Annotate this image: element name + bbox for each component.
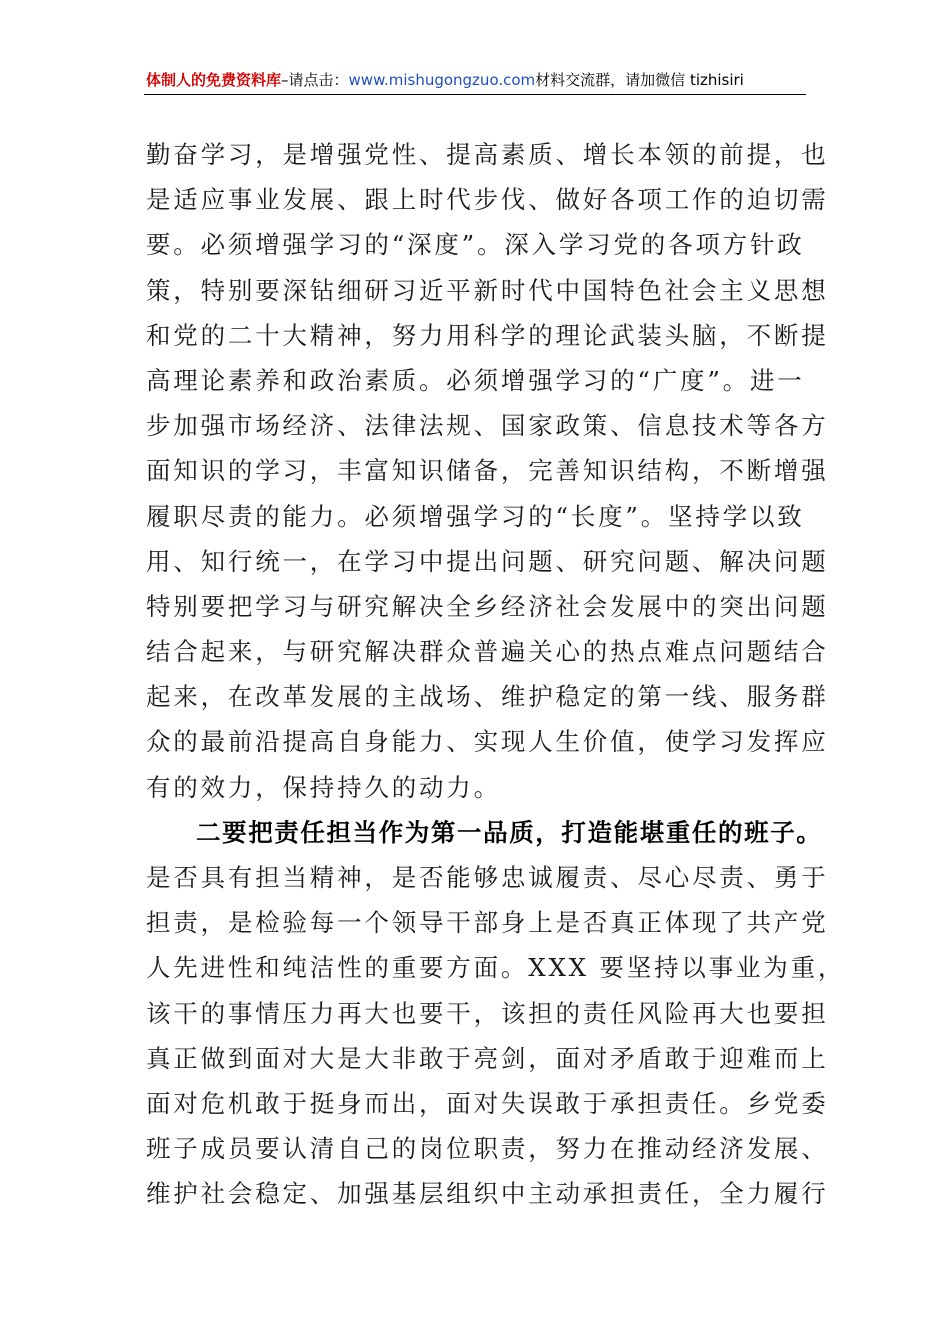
- header-url-link[interactable]: www.mishugongzuo.com: [348, 71, 536, 89]
- paragraph-line: 高理论素养和政治素质。必须增强学习的“广度”。进一: [146, 365, 805, 395]
- paragraph-line: 履职尽责的能力。必须增强学习的“长度”。坚持学以致: [146, 501, 805, 531]
- section-heading: 二要把责任担当作为第一品质，打造能堪重任的班子。: [196, 817, 823, 847]
- paragraph-line: 要。必须增强学习的“深度”。深入学习党的各项方针政: [146, 230, 805, 260]
- header-click-prompt: –请点击：: [281, 71, 349, 89]
- paragraph-line: 用、知行统一，在学习中提出问题、研究问题、解决问题: [146, 546, 829, 576]
- paragraph-line: 起来，在改革发展的主战场、维护稳定的第一线、服务群: [146, 682, 829, 712]
- paragraph-line: 维护社会稳定、加强基层组织中主动承担责任，全力履行: [146, 1179, 829, 1209]
- paragraph-line: 面对危机敢于挺身而出，面对失误敢于承担责任。乡党委: [146, 1088, 829, 1118]
- paragraph-line: 有的效力，保持持久的动力。: [146, 772, 501, 802]
- paragraph-line: 班子成员要认清自己的岗位职责，努力在推动经济发展、: [146, 1134, 829, 1164]
- document-body: [146, 132, 846, 1217]
- paragraph-line: 面知识的学习，丰富知识储备，完善知识结构，不断增强: [146, 456, 829, 486]
- paragraph-line: 步加强市场经济、法律法规、国家政策、信息技术等各方: [146, 411, 829, 441]
- paragraph-line: 策，特别要深钻细研习近平新时代中国特色社会主义思想: [146, 275, 829, 305]
- paragraph-line: 和党的二十大精神，努力用科学的理论武装头脑，不断提: [146, 320, 829, 350]
- paragraph-line: 人先进性和纯洁性的重要方面。XXX 要坚持以事业为重，: [146, 953, 846, 983]
- header-divider: [144, 94, 806, 95]
- paragraph-line: 真正做到面对大是大非敢于亮剑，面对矛盾敢于迎难而上: [146, 1043, 829, 1073]
- paragraph-line: 担责，是检验每一个领导干部身上是否真正体现了共产党: [146, 908, 829, 938]
- paragraph-line: 勤奋学习，是增强党性、提高素质、增长本领的前提，也: [146, 140, 829, 169]
- paragraph-line: 众的最前沿提高自身能力、实现人生价值，使学习发挥应: [146, 727, 829, 757]
- page-header: [146, 70, 806, 96]
- paragraph-line: 结合起来，与研究解决群众普遍关心的热点难点问题结合: [146, 637, 829, 667]
- paragraph-line: 该干的事情压力再大也要干，该担的责任风险再大也要担: [146, 998, 829, 1028]
- paragraph-line: 是适应事业发展、跟上时代步伐、做好各项工作的迫切需: [146, 185, 829, 215]
- header-contact-note: 材料交流群，请加微信 tizhisiri: [535, 71, 744, 89]
- paragraph-line: 特别要把学习与研究解决全乡经济社会发展中的突出问题: [146, 591, 829, 621]
- header-site-name: 体制人的免费资料库: [146, 71, 282, 89]
- paragraph-line: 是否具有担当精神，是否能够忠诚履责、尽心尽责、勇于: [146, 863, 829, 892]
